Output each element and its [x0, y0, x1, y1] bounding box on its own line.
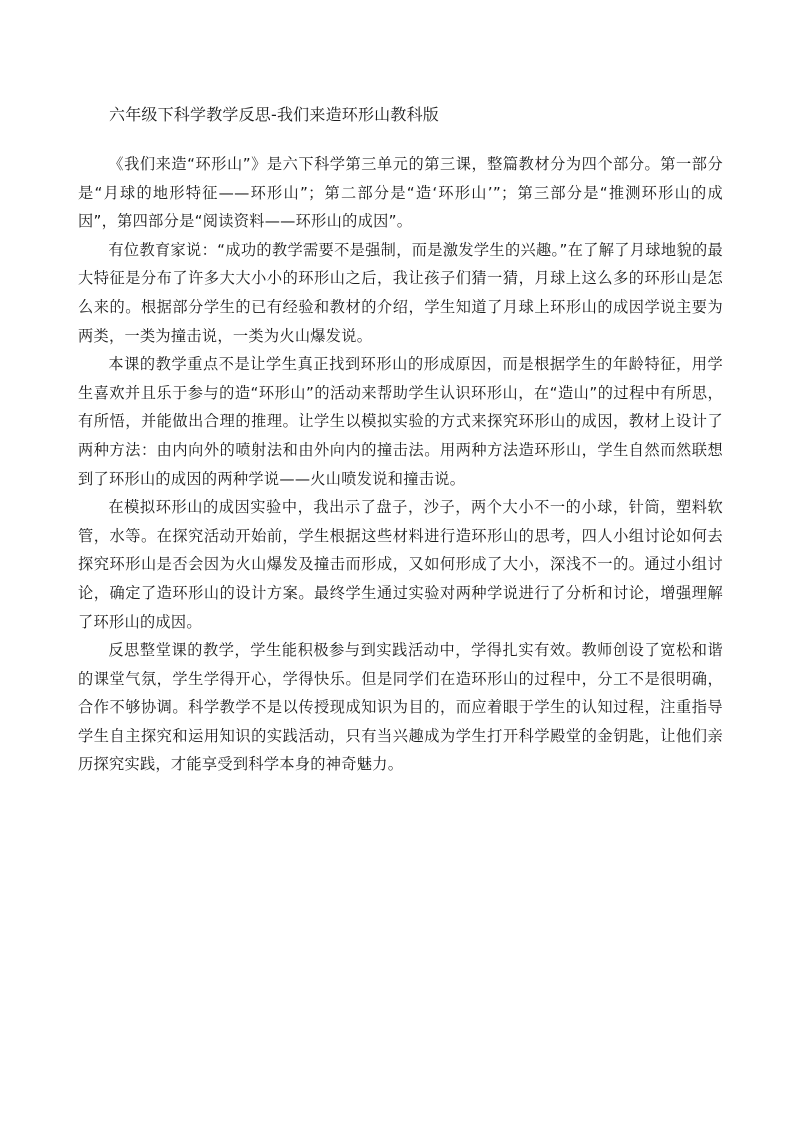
paragraph-3: 本课的教学重点不是让学生真正找到环形山的形成原因，而是根据学生的年龄特征，用学生喜欢并且乐于参与的造“环形山”的活动来帮助学生认识环形山，在“造山”的过程中有所思，有所悟，并能做出合理的推理。让学生以模拟实验的方式来探究环形山的成因，教材上设计了两种方法：由内向外的喷射法和由外向内的撞击法。用两种方法造环形山，学生自然而然联想到了环形山的成因的两种学说——火山喷发说和撞击说。	[78, 355, 723, 488]
paragraph-5: 反思整堂课的教学，学生能积极参与到实践活动中，学得扎实有效。教师创设了宽松和谐的课堂气氛，学生学得开心，学得快乐。但是同学们在造环形山的过程中，分工不是很明确，合作不够协调。科学教学不是以传授现成知识为目的，而应着眼于学生的认知过程，注重指导学生自主探究和运用知识的实践活动，只有当兴趣成为学生打开科学殿堂的金钥匙，让他们亲历探究实践，才能享受到科学本身的神奇魅力。	[78, 641, 723, 774]
paragraph-2: 有位教育家说：“成功的教学需要不是强制，而是激发学生的兴趣。”在了解了月球地貌的最大特征是分布了许多大大小小的环形山之后，我让孩子们猜一猜，月球上这么多的环形山是怎么来的。根据部分学生的已有经验和教材的介绍，学生知道了月球上环形山的成因学说主要为两类，一类为撞击说，一类为火山爆发说。	[78, 240, 723, 345]
document-title: 六年级下科学教学反思-我们来造环形山教科版	[109, 105, 439, 124]
paragraph-4: 在模拟环形山的成因实验中，我出示了盘子，沙子，两个大小不一的小球，针筒，塑料软管，水等。在探究活动开始前，学生根据这些材料进行造环形山的思考，四人小组讨论如何去探究环形山是否会因为火山爆发及撞击而形成，又如何形成了大小，深浅不一的。通过小组讨论，确定了造环形山的设计方案。最终学生通过实验对两种学说进行了分析和讨论，增强理解了环形山的成因。	[78, 498, 723, 631]
document-body	[78, 150, 723, 779]
paragraph-1: 《我们来造“环形山”》是六下科学第三单元的第三课，整篇教材分为四个部分。第一部分是“月球的地形特征——环形山”；第二部分是“造‘环形山’”；第三部分是“推测环形山的成因”，第四部分是“阅读资料——环形山的成因”。	[78, 155, 723, 231]
